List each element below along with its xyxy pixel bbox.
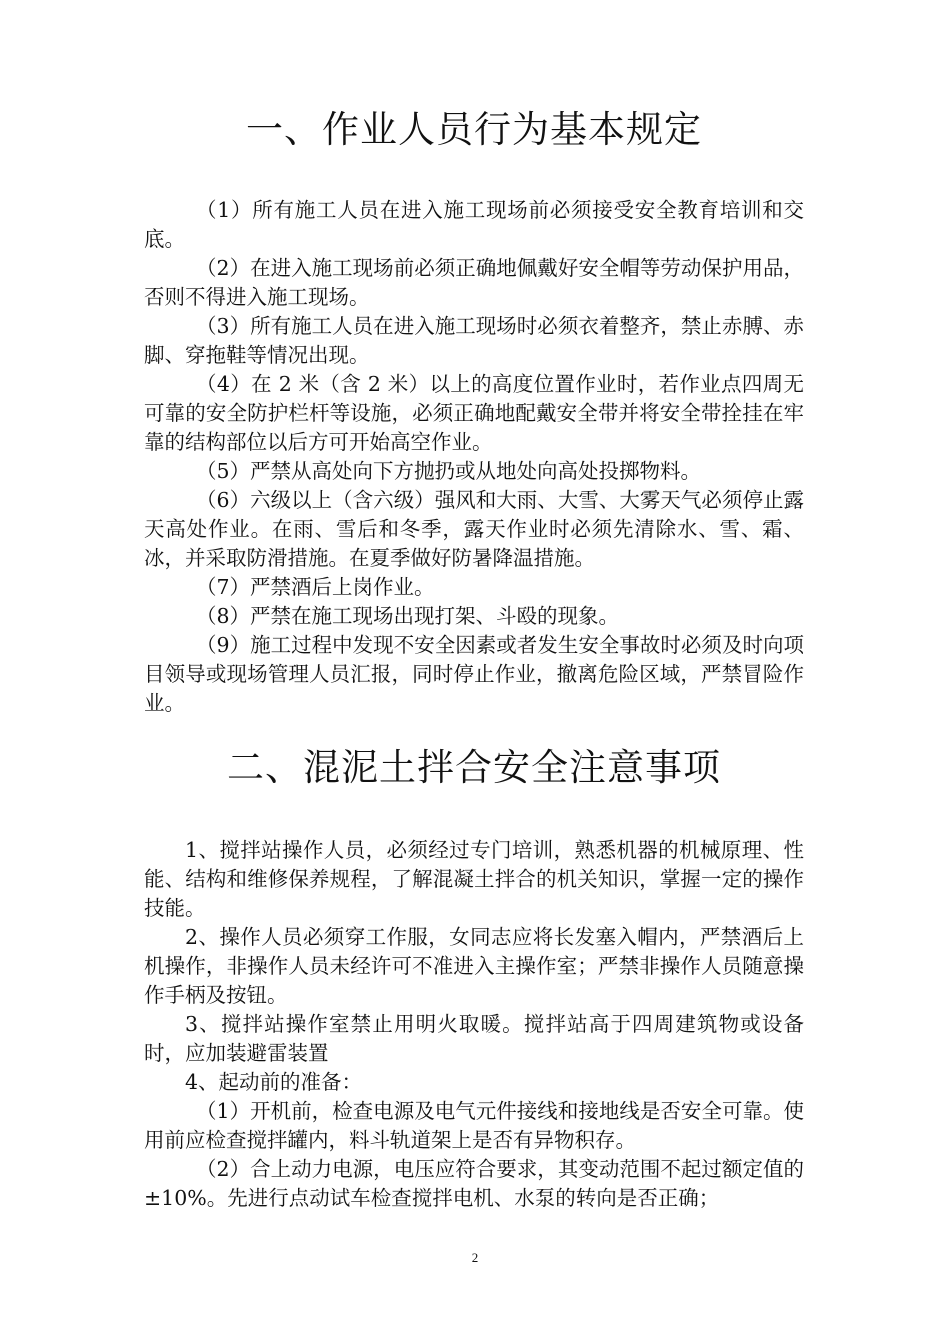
page-number: 2 — [471, 1250, 479, 1265]
section-2-item-4-sub-2: （2）合上动力电源，电压应符合要求，其变动范围不起过额定值的±10%。先进行点动试车检查搅拌电机、水泵的转向是否正确； — [144, 1157, 804, 1210]
section-2-title: 二、混泥土拌合安全注意事项 — [227, 746, 721, 789]
section-1-title: 一、作业人员行为基本规定 — [246, 108, 702, 151]
section-1-rule-6: （6）六级以上（含六级）强风和大雨、大雪、大雾天气必须停止露天高处作业。在雨、雪后和冬季，露天作业时必须先清除水、雪、霜、冰，并采取防滑措施。在夏季做好防暑降温措施。 — [144, 488, 804, 570]
section-1-rule-9: （9）施工过程中发现不安全因素或者发生安全事故时必须及时向项目领导或现场管理人员汇报，同时停止作业，撤离危险区域，严禁冒险作业。 — [144, 633, 804, 715]
section-1-rule-8: （8）严禁在施工现场出现打架、斗殴的现象。 — [196, 604, 620, 628]
section-1-rule-3: （3）所有施工人员在进入施工现场时必须衣着整齐，禁止赤膊、赤脚、穿拖鞋等情况出现。 — [144, 314, 804, 367]
section-1-rule-2: （2）在进入施工现场前必须正确地佩戴好安全帽等劳动保护用品，否则不得进入施工现场。 — [144, 256, 804, 309]
section-2-item-1: 1、搅拌站操作人员，必须经过专门培训，熟悉机器的机械原理、性能、结构和维修保养规程，了解混凝土拌合的机关知识，掌握一定的操作技能。 — [144, 838, 804, 920]
section-2-item-2: 2、操作人员必须穿工作服，女同志应将长发塞入帽内，严禁酒后上机操作，非操作人员未经许可不准进入主操作室；严禁非操作人员随意操作手柄及按钮。 — [144, 925, 804, 1007]
section-1-rule-1: （1）所有施工人员在进入施工现场前必须接受安全教育培训和交底。 — [144, 198, 804, 251]
section-2-item-3: 3、搅拌站操作室禁止用明火取暖。搅拌站高于四周建筑物或设备时，应加装避雷装置 — [144, 1012, 804, 1065]
section-1-rule-7: （7）严禁酒后上岗作业。 — [196, 575, 435, 599]
document-body — [144, 100, 804, 1213]
section-1-rule-4: （4）在 2 米（含 2 米）以上的高度位置作业时，若作业点四周无可靠的安全防护栏杆等设施，必须正确地配戴安全带并将安全带拴挂在牢靠的结构部位以后方可开始高空作业。 — [144, 372, 804, 454]
section-2-item-4-sub-1: （1）开机前，检查电源及电气元件接线和接地线是否安全可靠。使用前应检查搅拌罐内，料斗轨道架上是否有异物积存。 — [144, 1099, 804, 1152]
section-2-item-4: 4、起动前的准备： — [185, 1070, 363, 1094]
section-1-rule-5: （5）严禁从高处向下方抛扔或从地处向高处投掷物料。 — [196, 459, 702, 483]
